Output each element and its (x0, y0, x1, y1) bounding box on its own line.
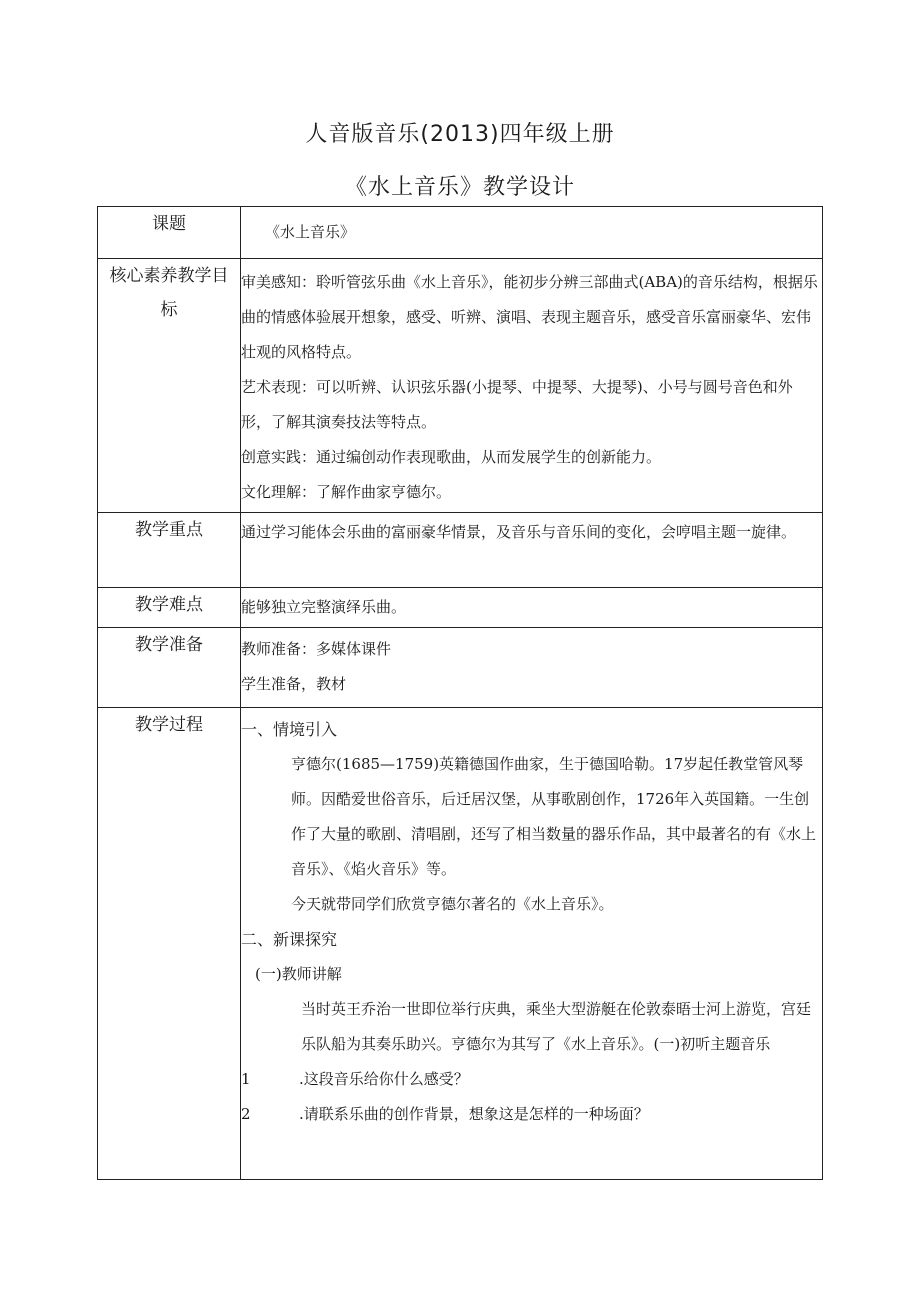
question-1-number: 1 (241, 1070, 251, 1088)
difficulties-value: 能够独立完整演绎乐曲。 (241, 588, 823, 628)
topic-value: 《水上音乐》 (241, 207, 823, 259)
goals-label: 核心素养教学目标 (98, 259, 241, 513)
question-2-text: .请联系乐曲的创作背景，想象这是怎样的一种场面？ (299, 1105, 649, 1123)
row-goals (98, 259, 823, 513)
goal-creative: 创意实践：通过编创动作表现歌曲，从而发展学生的创新能力。 (241, 448, 662, 466)
row-preparation (98, 628, 823, 708)
goal-aesthetic: 审美感知：聆听管弦乐曲《水上音乐》，能初步分辨三部曲式(ABA)的音乐结构，根据乐曲的情感体验展开想象，感受、听辨、演唱、表现主题音乐，感受音乐富丽豪华、宏伟壮观的风格特点。 (241, 273, 818, 361)
section-heading-intro: 一、情境引入 (241, 720, 338, 739)
row-difficulties (98, 588, 823, 628)
preparation-label: 教学准备 (98, 628, 241, 708)
history-story: 当时英王乔治一世即位举行庆典，乘坐大型游艇在伦敦泰晤士河上游览，宫廷乐队船为其奏乐助兴。亨德尔为其写了《水上音乐》。(一)初听主题音乐 (301, 1000, 812, 1053)
goals-content (241, 259, 823, 513)
key-points-label: 教学重点 (98, 513, 241, 588)
key-points-value: 通过学习能体会乐曲的富丽豪华情景，及音乐与音乐间的变化，会哼唱主题一旋律。 (241, 513, 823, 588)
handel-bio: 亨德尔(1685—1759)英籍德国作曲家，生于德国哈勒。17岁起任教堂管风琴师。因酷爱世俗音乐，后迁居汉堡，从事歌剧创作，1726年入英国籍。一生创作了大量的歌剧、清唱剧，还写了相当数量的器乐作品，其中最著名的有《水上音乐》、《焰火音乐》等。 (291, 755, 817, 878)
row-topic (98, 207, 823, 259)
topic-label: 课题 (98, 207, 241, 259)
teacher-prep: 教师准备：多媒体课件 (241, 640, 392, 658)
goal-artistic: 艺术表现：可以听辨、认识弦乐器(小提琴、中提琴、大提琴)、小号与圆号音色和外形，了解其演奏技法等特点。 (241, 378, 793, 431)
goal-cultural: 文化理解：了解作曲家亨德尔。 (241, 483, 452, 501)
row-process (98, 708, 823, 1180)
section-heading-explore: 二、新课探究 (241, 930, 338, 949)
question-2-number: 2 (241, 1105, 251, 1123)
doc-title-line1: 人音版音乐(2013)四年级上册 (305, 122, 615, 147)
question-1 (241, 1062, 822, 1097)
difficulties-label: 教学难点 (98, 588, 241, 628)
doc-title-line2: 《水上音乐》教学设计 (344, 175, 575, 200)
today-intro: 今天就带同学们欣赏亨德尔著名的《水上音乐》。 (291, 895, 614, 913)
row-key-points (98, 513, 823, 588)
question-1-text: .这段音乐给你什么感受？ (299, 1070, 469, 1088)
student-prep: 学生准备，教材 (241, 675, 347, 693)
process-label: 教学过程 (98, 708, 241, 1180)
lesson-plan-table (97, 206, 823, 1180)
preparation-content (241, 628, 823, 708)
subsection-teacher-explain: (一)教师讲解 (255, 965, 342, 983)
question-2 (241, 1097, 822, 1132)
process-content (241, 708, 823, 1180)
